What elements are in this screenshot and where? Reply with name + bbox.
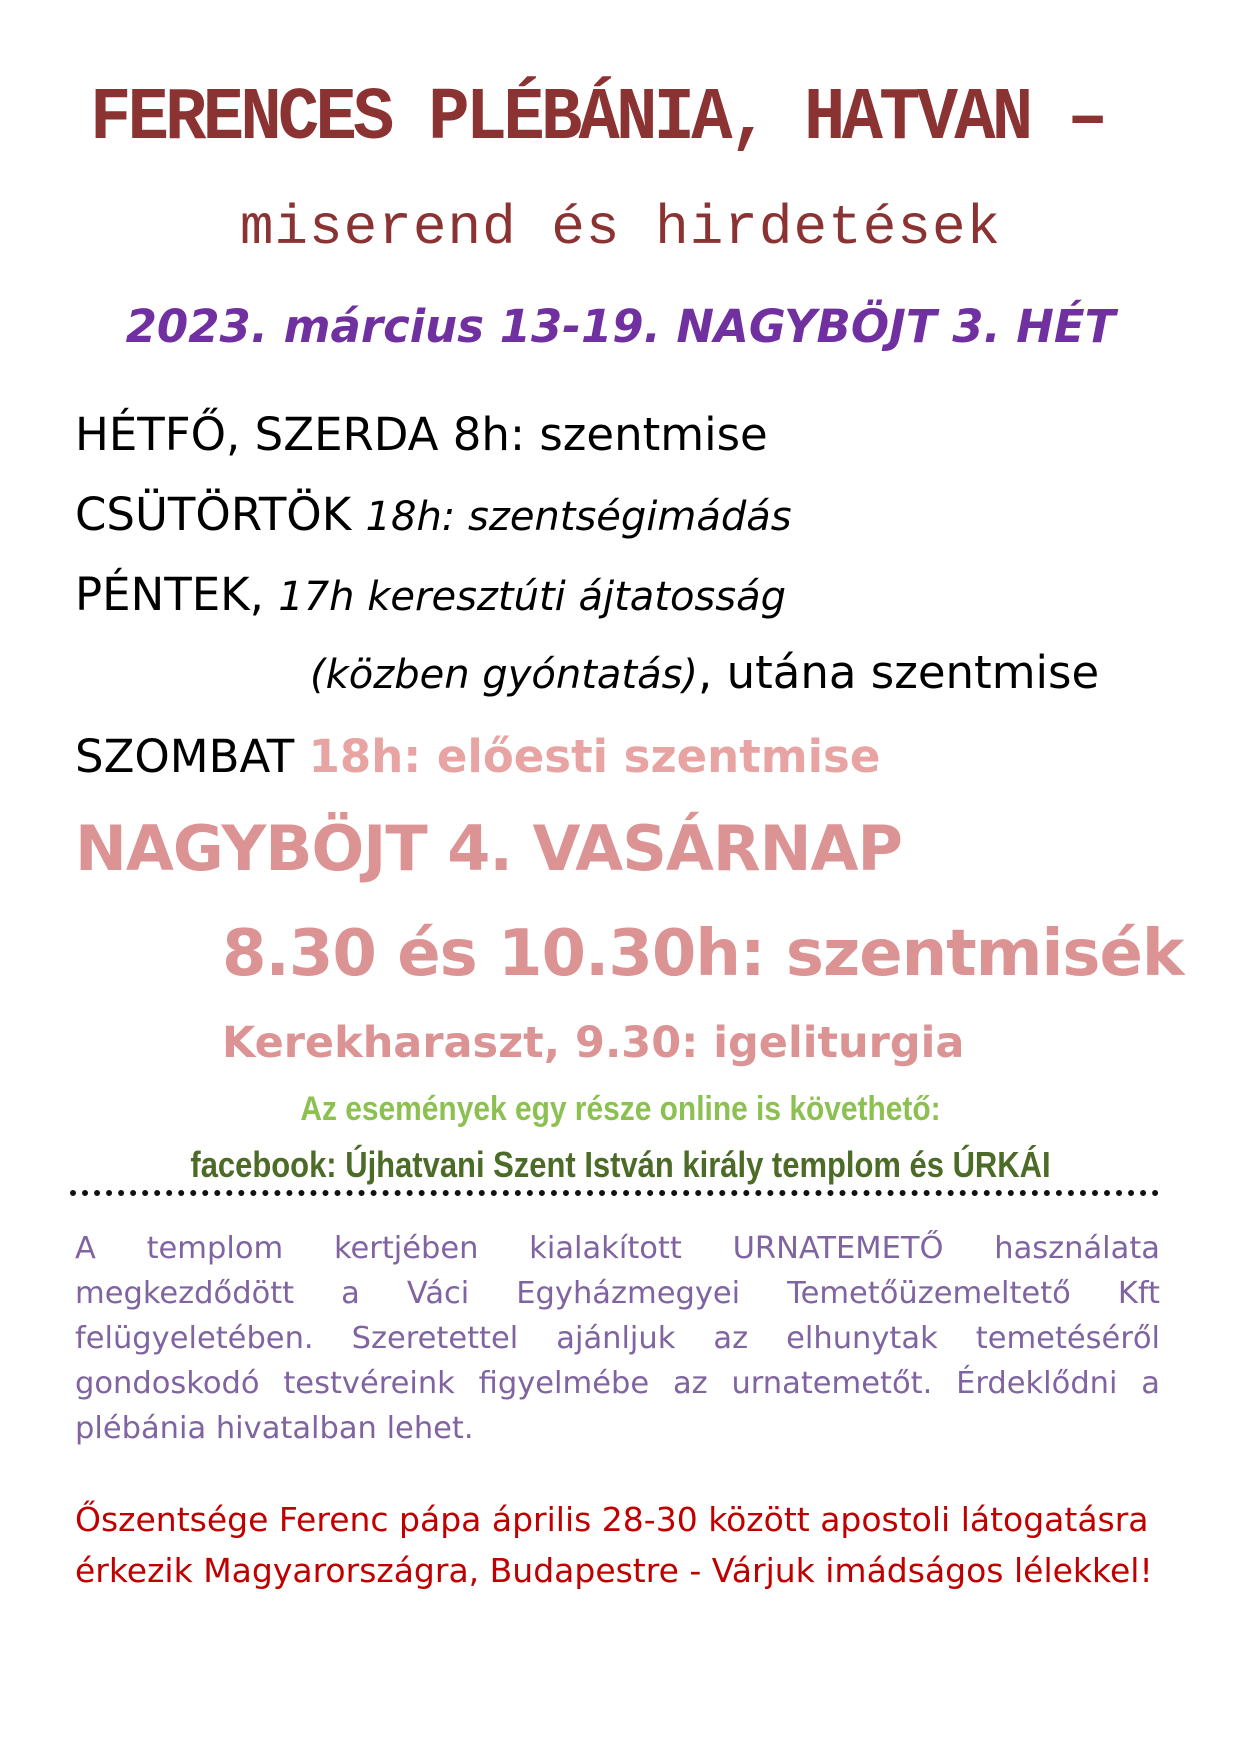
schedule-day: CSÜTÖRTÖK (75, 488, 366, 541)
kerekharaszt-liturgy: Kerekharaszt, 9.30: igeliturgia (222, 1018, 965, 1068)
week-date-heading: 2023. március 13-19. NAGYBÖJT 3. HÉT (125, 300, 1116, 353)
schedule-day: SZOMBAT (75, 730, 309, 783)
facebook-line: facebook: Újhatvani Szent István király templom és ÚRKÁI (190, 1144, 1051, 1185)
sunday-masses: 8.30 és 10.30h: szentmisék (222, 917, 1184, 991)
schedule-row-thursday (75, 488, 792, 541)
schedule-note: (közben gyóntatás) (310, 652, 699, 698)
schedule-event: 18h: előesti szentmise (308, 730, 881, 783)
online-intro: Az események egy része online is követhető: (300, 1090, 941, 1128)
urn-cemetery-notice: A templom kertjében kialakított URNATEMETŐ használata megkezdődött a Váci Egyházmegyei Temetőüzemeltető Kft felügyeletében. Szeretettel ajánljuk az elhunytak temetéséről gondoskodó testvéreink figyelmébe az urnatemetőt. Érdeklődni a plébánia hivatalban lehet. (75, 1231, 1160, 1446)
schedule-row-monday-wednesday (75, 408, 768, 461)
page-subtitle: miserend és hirdetések (239, 196, 1002, 260)
schedule-row-friday-continued (310, 646, 1100, 699)
schedule-day: PÉNTEK, (75, 568, 279, 621)
page-title: FERENCES PLÉBÁNIA, HATVAN – (90, 77, 1105, 161)
schedule-text: 8h: szentmise (438, 408, 768, 461)
schedule-text: , utána szentmise (698, 646, 1100, 699)
sunday-heading: NAGYBÖJT 4. VASÁRNAP (75, 812, 902, 885)
schedule-row-saturday (75, 730, 881, 783)
schedule-row-friday (75, 568, 787, 621)
schedule-event: 17h keresztúti ájtatosság (278, 574, 787, 620)
schedule-event: 18h: szentségimádás (365, 494, 792, 540)
schedule-day: HÉTFŐ, SZERDA (75, 408, 439, 461)
dotted-divider (70, 1190, 1159, 1196)
pope-visit-announcement: Őszentsége Ferenc pápa április 28-30 között apostoli látogatásra érkezik Magyarországra, Budapestre - Várjuk imádságos lélekkel! (75, 1500, 1153, 1590)
